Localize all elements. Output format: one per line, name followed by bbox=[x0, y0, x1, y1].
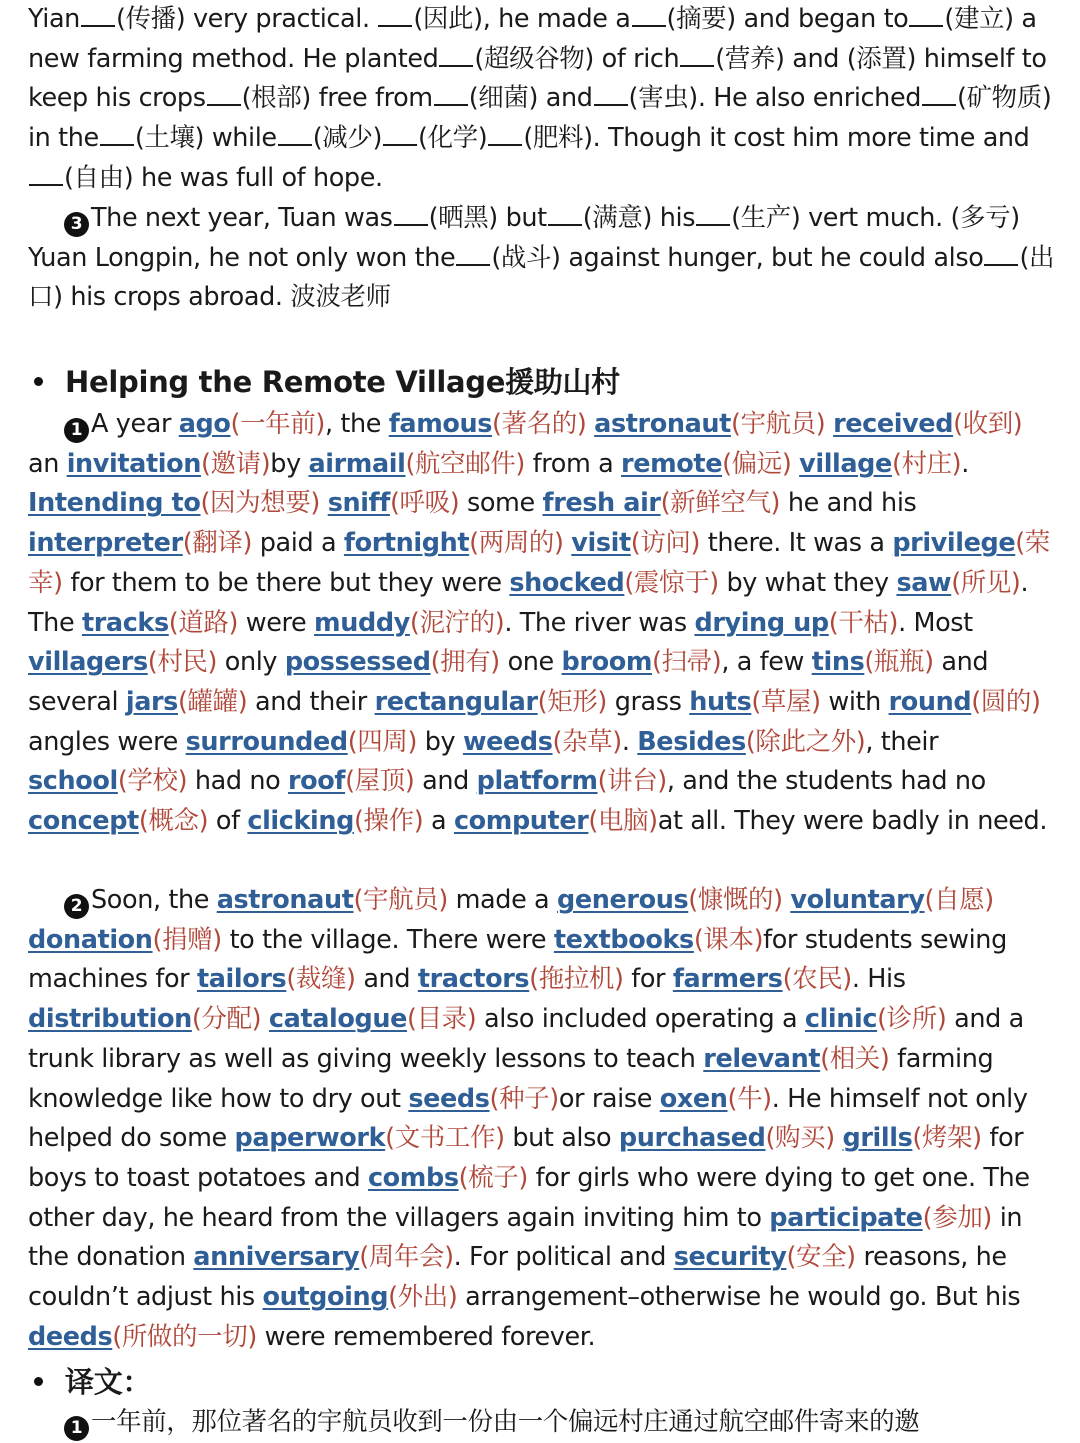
chinese-gloss: (参加) bbox=[922, 1202, 992, 1233]
answer-blank[interactable] bbox=[488, 124, 522, 146]
answer-blank[interactable] bbox=[594, 84, 628, 106]
text-run: grass bbox=[606, 686, 690, 717]
text-run: a bbox=[423, 806, 454, 837]
chinese-gloss: (杂草) bbox=[552, 726, 622, 757]
answer-blank[interactable] bbox=[81, 5, 115, 27]
circled-number-icon: 1 bbox=[64, 1416, 89, 1441]
vocab-keyword: saw bbox=[896, 567, 952, 598]
vocab-keyword: donation bbox=[28, 924, 153, 955]
chinese-gloss: (访问) bbox=[630, 528, 701, 559]
text-run: or raise bbox=[558, 1083, 660, 1114]
vocab-keyword: anniversary bbox=[193, 1242, 360, 1273]
vocab-keyword: grills bbox=[842, 1123, 913, 1154]
text-run: Yian bbox=[28, 4, 80, 34]
vocab-keyword: fresh air bbox=[542, 488, 661, 519]
bullet-icon bbox=[34, 377, 43, 386]
vocab-keyword: distribution bbox=[28, 1004, 192, 1035]
blank-hint: (战斗) bbox=[491, 242, 561, 273]
text-run: from a bbox=[524, 448, 622, 479]
text-run: , a few bbox=[721, 647, 812, 678]
heading-text: Helping the Remote Village援助山村 bbox=[65, 365, 620, 399]
chinese-gloss: (圆的) bbox=[971, 686, 1041, 717]
blank-hint: (土壤) bbox=[134, 123, 205, 154]
text-run: some bbox=[459, 488, 543, 519]
vocab-keyword: platform bbox=[476, 766, 598, 797]
text-run: , their bbox=[865, 726, 939, 757]
answer-blank[interactable] bbox=[984, 244, 1018, 266]
text-run bbox=[791, 449, 799, 479]
text-run: , the bbox=[324, 409, 389, 439]
blank-hint: (化学) bbox=[418, 123, 488, 154]
text-run: in the donation bbox=[28, 1202, 1023, 1273]
text-run: . The river was bbox=[504, 607, 695, 638]
blank-hint: (传播) bbox=[115, 4, 186, 34]
chinese-gloss: (因为想要) bbox=[200, 488, 320, 519]
blank-hint: (出口) bbox=[28, 242, 1055, 313]
vocab-keyword: purchased bbox=[618, 1123, 766, 1154]
vocab-keyword: village bbox=[799, 448, 892, 479]
text-run: for boys to toast potatoes and bbox=[28, 1123, 1024, 1193]
heading-text: 译文： bbox=[65, 1365, 152, 1399]
answer-blank[interactable] bbox=[548, 204, 582, 226]
text-run: an bbox=[28, 448, 67, 479]
vocab-keyword: textbooks bbox=[553, 924, 694, 955]
bullet-icon bbox=[34, 1377, 43, 1386]
vocab-keyword: interpreter bbox=[28, 528, 183, 559]
chinese-gloss: (自愿) bbox=[924, 885, 994, 915]
vocab-keyword: school bbox=[28, 766, 118, 797]
chinese-gloss: (翻译) bbox=[182, 528, 253, 559]
chinese-gloss: (安全) bbox=[786, 1242, 856, 1273]
chinese-gloss: (购买) bbox=[765, 1123, 835, 1154]
answer-blank[interactable] bbox=[696, 204, 730, 226]
text-run: . The bbox=[28, 567, 1029, 638]
text-run: . For political and bbox=[453, 1242, 674, 1273]
text-run: very practical. bbox=[185, 4, 378, 34]
text-run: reasons, he couldn’t adjust his bbox=[28, 1242, 1007, 1313]
vocab-keyword: visit bbox=[571, 528, 631, 559]
text-run: , and the students had no bbox=[666, 766, 986, 797]
para-content bbox=[28, 409, 1050, 836]
vocab-keyword: catalogue bbox=[268, 1004, 408, 1035]
text-run: in the bbox=[28, 123, 99, 154]
chinese-gloss: (偏远) bbox=[722, 448, 792, 479]
text-run: and bbox=[538, 83, 593, 114]
text-run: . bbox=[621, 726, 638, 757]
chinese-gloss: (拥有) bbox=[430, 647, 500, 678]
text-run: vert much. (多亏) Yuan Longpin, he not only won the bbox=[28, 203, 1020, 273]
text-run: at all. They were badly in need. bbox=[657, 806, 1048, 837]
text-run: for bbox=[623, 964, 673, 995]
text-run: had no bbox=[187, 766, 288, 797]
vocab-keyword: muddy bbox=[314, 607, 410, 638]
chinese-gloss: (目录) bbox=[407, 1004, 477, 1035]
vocab-keyword: generous bbox=[557, 885, 689, 915]
text-run: arrangement–otherwise he would go. But his bbox=[457, 1282, 1021, 1313]
chinese-gloss: (慷慨的) bbox=[688, 885, 783, 915]
vocab-keyword: huts bbox=[689, 686, 752, 717]
chinese-gloss: (种子) bbox=[489, 1083, 559, 1114]
vocab-keyword: possessed bbox=[284, 647, 431, 678]
vocab-keyword: remote bbox=[621, 448, 723, 479]
text-run: he and his bbox=[780, 488, 917, 519]
vocab-keyword: computer bbox=[453, 806, 589, 837]
chinese-gloss: (文书工作) bbox=[385, 1123, 505, 1154]
vocab-keyword: clicking bbox=[247, 806, 354, 837]
blank-hint: (害虫) bbox=[628, 83, 698, 114]
chinese-gloss: (震惊于) bbox=[624, 567, 719, 598]
vocab-keyword: tins bbox=[811, 647, 865, 678]
vocab-keyword: paperwork bbox=[234, 1123, 386, 1154]
chinese-gloss: (除此之外) bbox=[745, 726, 866, 757]
blank-hint: (满意) bbox=[582, 203, 653, 233]
chinese-gloss: (荣幸) bbox=[28, 528, 1050, 598]
text-run: The next year, Tuan was bbox=[91, 203, 393, 233]
vocab-keyword: invitation bbox=[66, 448, 201, 479]
vocab-keyword: clinic bbox=[804, 1004, 878, 1035]
text-run: one bbox=[499, 647, 562, 678]
chinese-gloss: (一年前) bbox=[230, 409, 325, 439]
vocab-keyword: oxen bbox=[659, 1083, 728, 1114]
vocab-keyword: seeds bbox=[408, 1083, 490, 1114]
vocab-keyword: tailors bbox=[196, 964, 287, 995]
answer-blank[interactable] bbox=[29, 164, 63, 186]
chinese-gloss: (宇航员) bbox=[730, 409, 826, 439]
vocab-keyword: rectangular bbox=[374, 686, 538, 717]
chinese-gloss: (四周) bbox=[347, 726, 418, 757]
circled-number-icon: 3 bbox=[64, 212, 89, 237]
chinese-gloss: (矩形) bbox=[537, 686, 607, 717]
blank-hint: (自由) bbox=[64, 162, 134, 193]
vocab-keyword: sniff bbox=[327, 488, 390, 519]
answer-blank[interactable] bbox=[100, 124, 134, 146]
blank-hint: (减少) bbox=[312, 123, 383, 154]
text-run: farming knowledge like how to dry out bbox=[28, 1043, 994, 1114]
blank-hint: (晒黑) bbox=[428, 203, 498, 233]
text-run: his crops abroad. 波波老师 bbox=[62, 282, 391, 313]
text-run: while bbox=[204, 123, 277, 154]
chinese-gloss: (泥泞的) bbox=[409, 607, 505, 638]
text-run: by bbox=[270, 448, 309, 479]
text-run: . Most bbox=[898, 607, 973, 638]
vocab-keyword: round bbox=[888, 686, 972, 717]
paragraph-vocab-1 bbox=[28, 405, 1058, 842]
vocab-keyword: combs bbox=[367, 1162, 459, 1193]
chinese-gloss: (诊所) bbox=[877, 1004, 947, 1035]
blank-hint: (根部) bbox=[241, 83, 311, 114]
text-run bbox=[320, 488, 328, 518]
section-heading-translation bbox=[28, 1362, 151, 1402]
chinese-gloss: (所见) bbox=[951, 567, 1021, 598]
chinese-gloss: (村庄) bbox=[891, 448, 962, 479]
vocab-keyword: received bbox=[833, 409, 954, 439]
paragraph-fill-in-2 bbox=[28, 199, 1058, 318]
vocab-keyword: Besides bbox=[637, 726, 746, 757]
vocab-keyword: broom bbox=[561, 647, 652, 678]
chinese-gloss: (烤架) bbox=[912, 1123, 982, 1154]
para-content bbox=[28, 885, 1030, 1352]
vocab-keyword: astronaut bbox=[594, 409, 731, 439]
answer-blank[interactable] bbox=[434, 84, 468, 106]
vocab-keyword: roof bbox=[288, 766, 346, 797]
chinese-gloss: (农民) bbox=[782, 964, 852, 995]
chinese-gloss: (牛) bbox=[727, 1083, 772, 1114]
text-run bbox=[835, 1123, 843, 1153]
vocab-keyword: astronaut bbox=[216, 885, 354, 915]
text-run: and bbox=[414, 766, 477, 797]
vocab-keyword: villagers bbox=[28, 647, 148, 678]
chinese-gloss: (裁缝) bbox=[286, 964, 356, 995]
text-run: of bbox=[208, 806, 248, 837]
vocab-keyword: voluntary bbox=[790, 885, 925, 915]
blank-hint: (摘要) bbox=[666, 4, 736, 34]
blank-hint: (因此) bbox=[413, 4, 483, 34]
chinese-gloss: (梳子) bbox=[458, 1162, 528, 1193]
text-run: , he made a bbox=[482, 4, 631, 34]
chinese-gloss: (干枯) bbox=[828, 607, 899, 638]
vocab-keyword: Intending to bbox=[28, 488, 201, 519]
answer-blank[interactable] bbox=[278, 124, 312, 146]
blank-hint: (营养) bbox=[715, 43, 785, 74]
vocab-keyword: tractors bbox=[417, 964, 530, 995]
text-run: (建立) a new farming method. He planted bbox=[28, 4, 1037, 74]
circled-number-icon: 1 bbox=[64, 418, 89, 443]
vocab-keyword: outgoing bbox=[262, 1282, 389, 1313]
paragraph-fill-in-1 bbox=[28, 0, 1058, 199]
text-run: by what they bbox=[718, 567, 897, 598]
answer-blank[interactable] bbox=[394, 204, 428, 226]
text-run: made a bbox=[447, 885, 557, 915]
answer-blank[interactable] bbox=[207, 84, 241, 106]
vocab-keyword: fortnight bbox=[343, 528, 470, 559]
text-run: with bbox=[820, 686, 889, 717]
chinese-gloss: (相关) bbox=[820, 1043, 890, 1074]
text-run: by bbox=[417, 726, 463, 757]
vocab-keyword: drying up bbox=[694, 607, 829, 638]
translation-text: 一年前，那位著名的宇航员收到一份由一个偏远村庄通过航空邮件寄来的邀 bbox=[91, 1407, 920, 1437]
text-run: . Though it cost him more time and bbox=[592, 123, 1030, 154]
chinese-gloss: (所做的一切) bbox=[112, 1321, 257, 1352]
answer-blank[interactable] bbox=[909, 5, 943, 27]
vocab-keyword: security bbox=[673, 1242, 787, 1273]
vocab-keyword: famous bbox=[388, 409, 493, 439]
section-heading-remote-village bbox=[28, 362, 620, 402]
answer-blank[interactable] bbox=[680, 45, 714, 67]
chinese-gloss: (学校) bbox=[117, 766, 188, 797]
text-run: free from bbox=[310, 83, 433, 114]
chinese-gloss: (草屋) bbox=[751, 686, 821, 717]
chinese-gloss: (捐赠) bbox=[152, 924, 222, 955]
text-run bbox=[586, 409, 594, 439]
text-run: . He also enriched bbox=[697, 83, 922, 114]
chinese-gloss: (概念) bbox=[138, 806, 209, 837]
text-run: but also bbox=[504, 1123, 619, 1154]
blank-hint: (超级谷物) bbox=[474, 43, 594, 74]
chinese-gloss: (邀请) bbox=[200, 448, 271, 479]
chinese-gloss: (拖拉机) bbox=[529, 964, 624, 995]
vocab-keyword: privilege bbox=[892, 528, 1016, 559]
chinese-gloss: (讲台) bbox=[597, 766, 667, 797]
chinese-gloss: (罐罐) bbox=[177, 686, 248, 717]
text-run: his bbox=[652, 203, 696, 233]
text-run: and their bbox=[247, 686, 375, 717]
chinese-gloss: (操作) bbox=[353, 806, 424, 837]
circled-number-icon: 2 bbox=[64, 894, 89, 919]
para-content bbox=[28, 4, 1051, 193]
chinese-gloss: (新鲜空气) bbox=[660, 488, 781, 519]
vocab-keyword: surrounded bbox=[185, 726, 348, 757]
blank-hint: (肥料) bbox=[523, 123, 593, 154]
text-run: and a trunk library as well as giving weekly lessons to teach bbox=[28, 1004, 1024, 1074]
vocab-keyword: farmers bbox=[672, 964, 783, 995]
text-run: there. It was a bbox=[700, 528, 893, 559]
text-run: and (添置) himself to keep his crops bbox=[28, 43, 1047, 114]
text-run: . His bbox=[851, 964, 906, 995]
text-run: but bbox=[497, 203, 547, 233]
text-run: angles were bbox=[28, 726, 186, 757]
blank-hint: (矿物质) bbox=[957, 83, 1052, 114]
text-run: . bbox=[961, 448, 969, 479]
answer-blank[interactable] bbox=[456, 244, 490, 266]
text-run: to the village. There were bbox=[221, 924, 554, 955]
chinese-gloss: (村民) bbox=[147, 647, 218, 678]
vocab-keyword: airmail bbox=[308, 448, 406, 479]
vocab-keyword: tracks bbox=[81, 607, 169, 638]
paragraph-translation-1 bbox=[28, 1403, 1058, 1443]
vocab-keyword: relevant bbox=[703, 1043, 821, 1074]
text-run: were remembered forever. bbox=[256, 1321, 596, 1352]
chinese-gloss: (屋顶) bbox=[345, 766, 415, 797]
text-run: also included operating a bbox=[476, 1004, 805, 1035]
chinese-gloss: (电脑) bbox=[588, 806, 658, 837]
vocab-keyword: weeds bbox=[462, 726, 553, 757]
vocab-keyword: ago bbox=[178, 409, 231, 439]
text-run: only bbox=[217, 647, 285, 678]
blank-hint: (细菌) bbox=[468, 83, 539, 114]
answer-blank[interactable] bbox=[439, 45, 473, 67]
text-run: and several bbox=[28, 647, 989, 717]
para-content bbox=[28, 203, 1054, 312]
chinese-gloss: (道路) bbox=[168, 607, 239, 638]
text-run: paid a bbox=[252, 528, 344, 559]
chinese-gloss: (周年会) bbox=[359, 1242, 454, 1273]
paragraph-vocab-2 bbox=[28, 881, 1058, 1357]
chinese-gloss: (瓶瓶) bbox=[864, 647, 934, 678]
answer-blank[interactable] bbox=[922, 84, 956, 106]
text-run: and bbox=[355, 964, 418, 995]
text-run bbox=[825, 409, 833, 439]
text-run: and began to bbox=[735, 4, 909, 34]
text-run: were bbox=[238, 607, 315, 638]
chinese-gloss: (外出) bbox=[388, 1282, 458, 1313]
chinese-gloss: (著名的) bbox=[492, 409, 587, 439]
text-run: A year bbox=[91, 409, 179, 439]
text-run: for them to be there but they were bbox=[62, 567, 510, 598]
text-run bbox=[261, 1004, 269, 1034]
chinese-gloss: (呼吸) bbox=[389, 488, 460, 519]
chinese-gloss: (宇航员) bbox=[353, 885, 448, 915]
chinese-gloss: (课本) bbox=[693, 924, 764, 955]
chinese-gloss: (两周的) bbox=[469, 528, 564, 559]
vocab-keyword: jars bbox=[125, 686, 178, 717]
text-run: for students sewing machines for bbox=[28, 924, 1007, 995]
answer-blank[interactable] bbox=[378, 5, 412, 27]
vocab-keyword: shocked bbox=[509, 567, 625, 598]
text-run: . He himself not only helped do some bbox=[28, 1083, 1028, 1154]
chinese-gloss: (扫帚) bbox=[652, 647, 722, 678]
answer-blank[interactable] bbox=[383, 124, 417, 146]
vocab-keyword: deeds bbox=[28, 1321, 113, 1352]
chinese-gloss: (分配) bbox=[191, 1004, 262, 1035]
blank-hint: (生产) bbox=[731, 203, 801, 233]
text-run: against hunger, but he could also bbox=[560, 242, 984, 273]
vocab-keyword: concept bbox=[28, 806, 139, 837]
vocab-keyword: participate bbox=[769, 1202, 923, 1233]
text-run: for girls who were dying to get one. The other day, he heard from the villagers again inviting him to bbox=[28, 1162, 1030, 1233]
answer-blank[interactable] bbox=[632, 5, 666, 27]
chinese-gloss: (航空邮件) bbox=[405, 448, 525, 479]
chinese-gloss: (收到) bbox=[953, 409, 1023, 439]
text-run: Soon, the bbox=[91, 885, 217, 915]
text-run: of rich bbox=[593, 43, 680, 74]
text-run: he was full of hope. bbox=[133, 162, 383, 193]
